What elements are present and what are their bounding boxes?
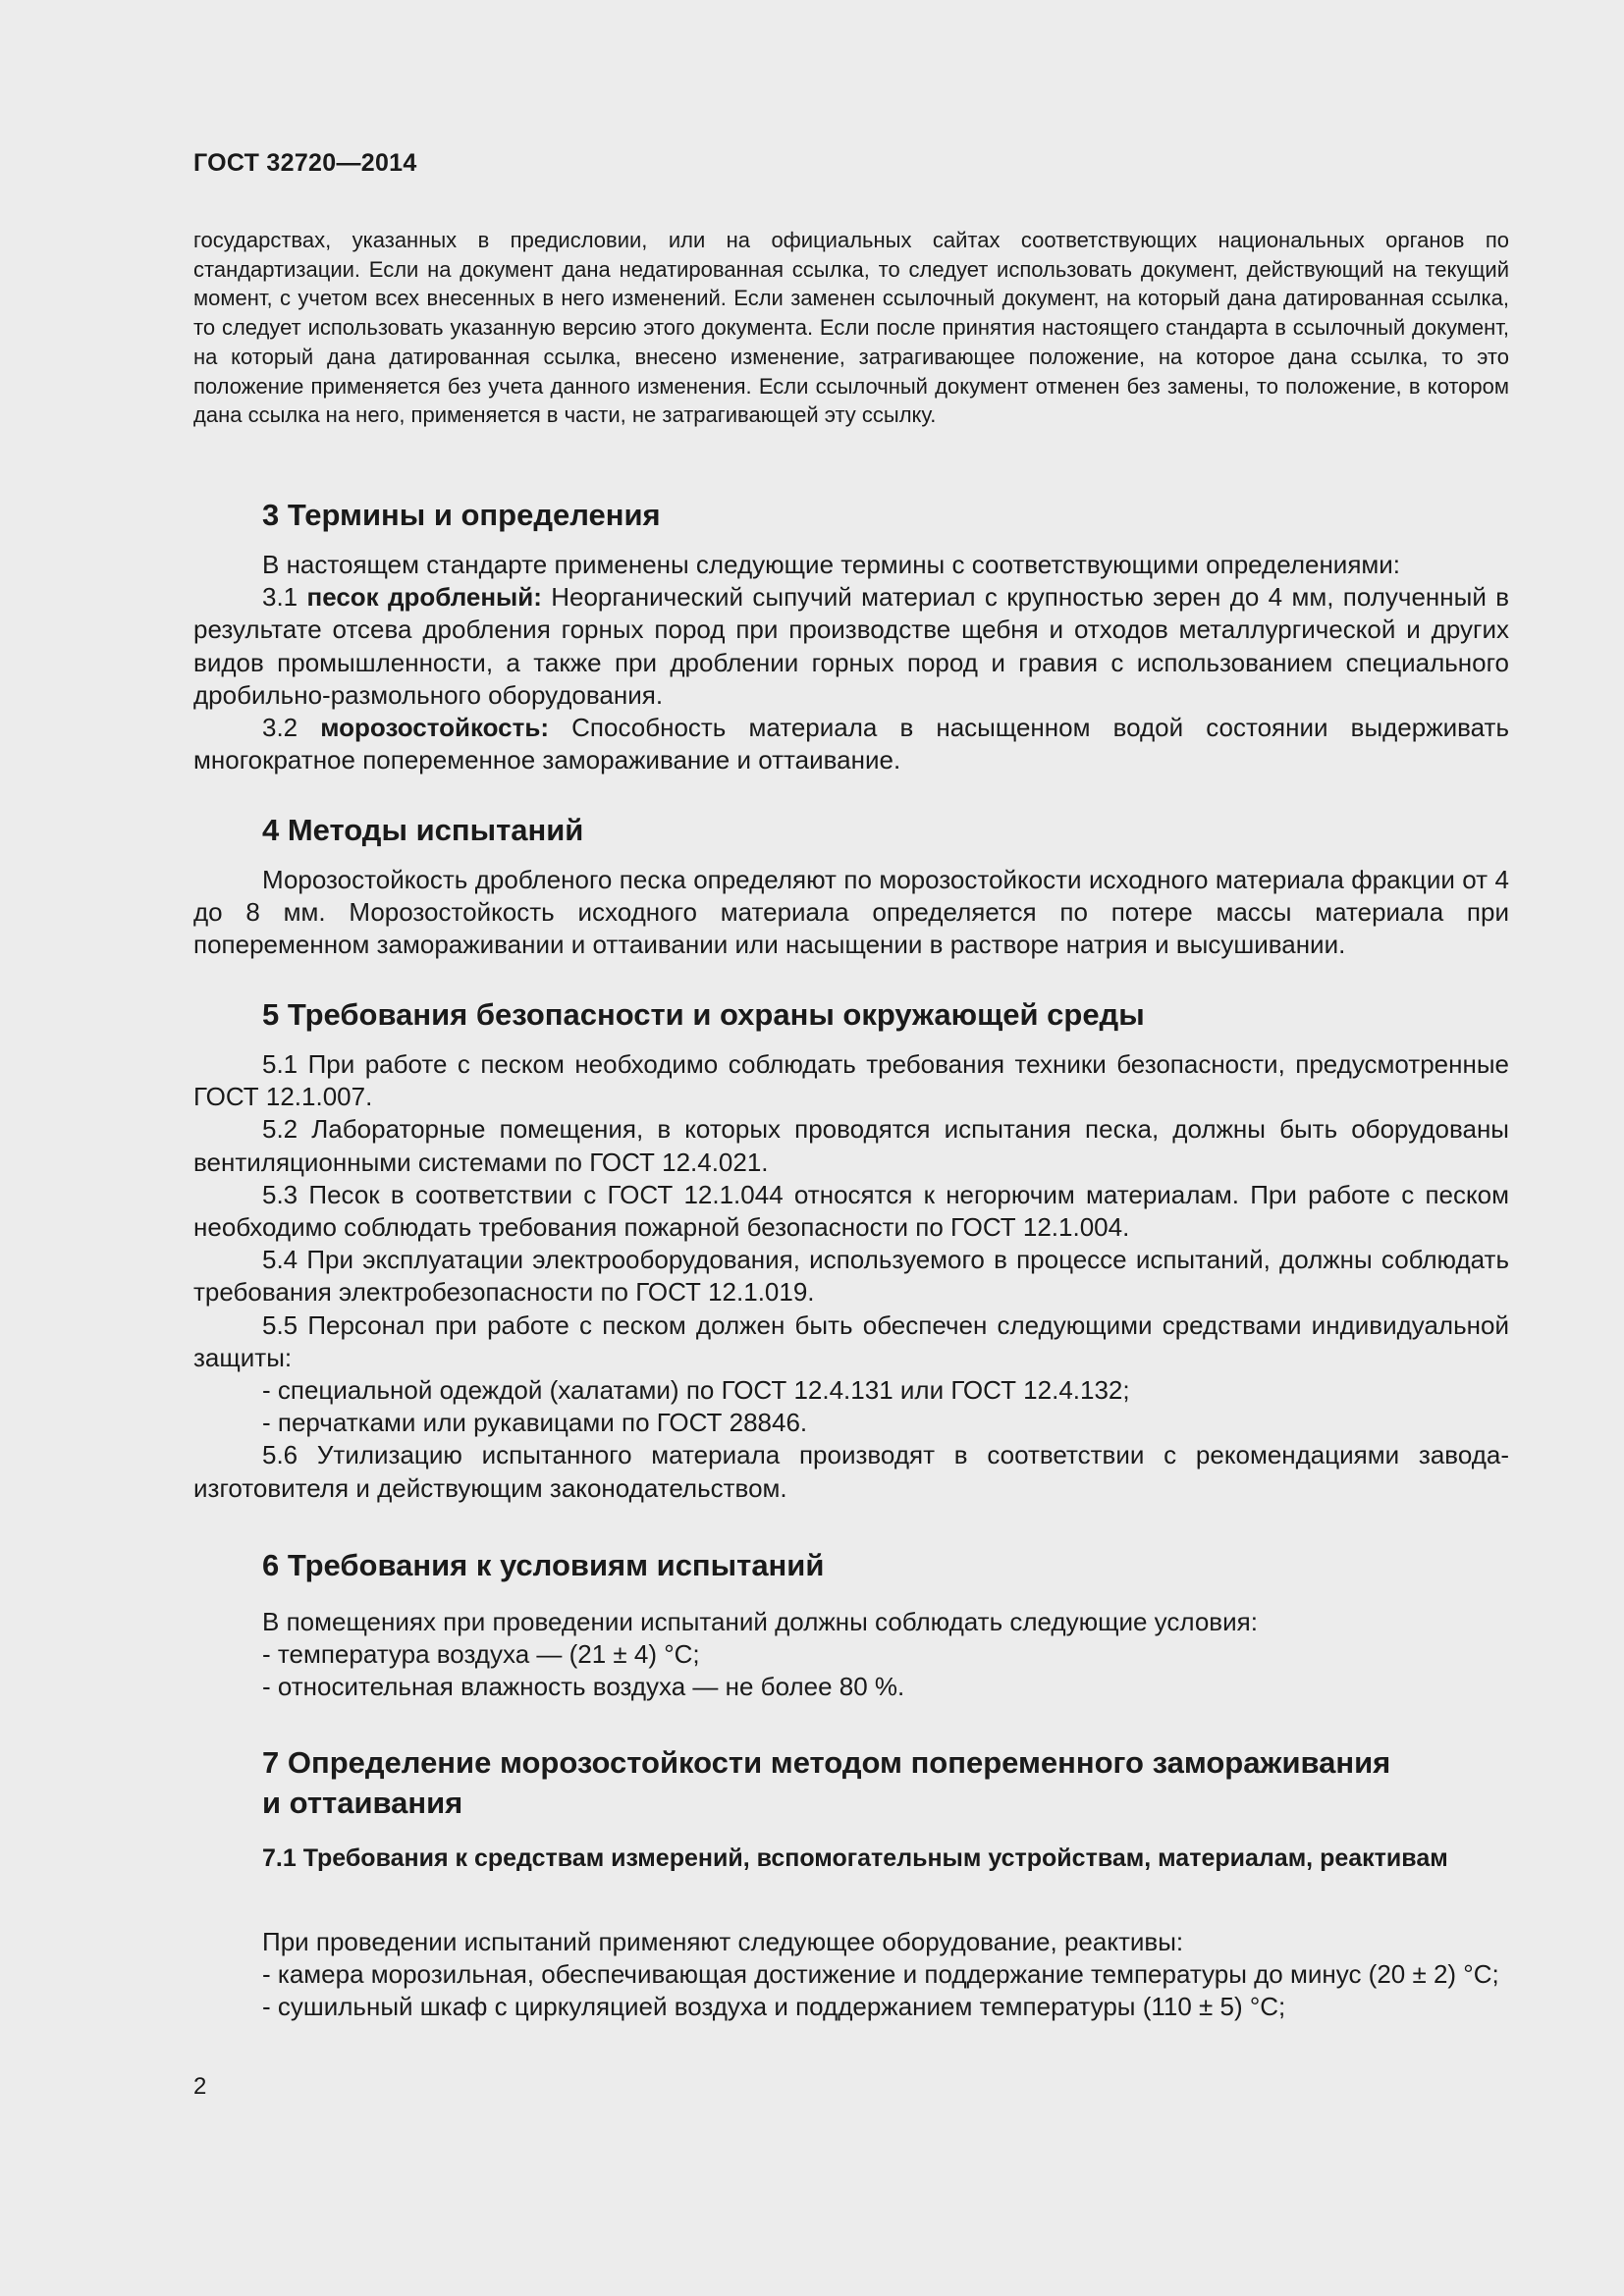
clause-5-2: 5.2 Лабораторные помещения, в которых проводятся испытания песка, должны быть оборудованы вентиляционными системами по ГОСТ 12.4.021. — [193, 1114, 1509, 1177]
term-3-1 — [193, 581, 1509, 712]
section-4-paragraph: Морозостойкость дробленого песка определяют по морозостойкости исходного материала фракции от 4 до 8 мм. Морозостойкость исходного материала определяется по потере массы материала при попеременном замораживании и оттаивании или насыщении в растворе натрия и высушивании. — [193, 865, 1509, 960]
section-3-title: 3 Термины и определения — [262, 498, 661, 532]
clause-5-1: 5.1 При работе с песком необходимо соблюдать требования техники безопасности, предусмотренные ГОСТ 12.1.007. — [193, 1049, 1509, 1112]
clause-5-4: 5.4 При эксплуатации электрооборудования, используемого в процессе испытаний, должны соблюдать требования электробезопасности по ГОСТ 12.1.019. — [193, 1245, 1509, 1308]
term-3-2-number: 3.2 — [262, 713, 321, 743]
section-4-title: 4 Методы испытаний — [262, 813, 584, 847]
term-3-1-definition: Неорганический сыпучий материал с крупностью зерен до 4 мм, полученный в результате отсева дробления горных пород при производстве щебня и отходов металлургической и других видов промышленности, а также при дроблении горных пород и гравия с использованием специального дробильно-размольного оборудования. — [193, 582, 1510, 710]
document-header: ГОСТ 32720—2014 — [193, 149, 417, 177]
term-3-2 — [193, 712, 1509, 776]
ppe-item-1: - специальной одеждой (халатами) по ГОСТ 12.4.131 или ГОСТ 12.4.132; — [262, 1375, 1130, 1406]
subsection-7-1-lead: При проведении испытаний применяют следующее оборудование, реактивы: — [262, 1927, 1184, 1956]
section-7-title-line-1: 7 Определение морозостойкости методом попеременного замораживания — [262, 1745, 1391, 1780]
term-3-1-term: песок дробленый: — [306, 582, 542, 613]
section-4-body — [193, 864, 1509, 962]
section-3-body — [193, 549, 1509, 776]
section-3-lead: В настоящем стандарте применены следующие термины с соответствующими определениями: — [262, 550, 1401, 579]
page-number: 2 — [193, 2073, 207, 2100]
ppe-item-2: - перчатками или рукавицами по ГОСТ 28846. — [262, 1408, 808, 1438]
clause-5-3: 5.3 Песок в соответствии с ГОСТ 12.1.044 относятся к негорючим материалам. При работе с песком необходимо соблюдать требования пожарной безопасности по ГОСТ 12.1.004. — [193, 1179, 1509, 1243]
subsection-7-1-body — [193, 1926, 1509, 2024]
equipment-item-2: - сушильный шкаф с циркуляцией воздуха и поддержанием температуры (110 ± 5) °С; — [262, 1992, 1286, 2022]
section-5-title: 5 Требования безопасности и охраны окружающей среды — [262, 997, 1145, 1032]
section-7-title-line-2: и оттаивания — [262, 1786, 463, 1820]
condition-temperature: - температура воздуха — (21 ± 4) °С; — [262, 1639, 700, 1670]
section-5-body — [193, 1048, 1509, 1505]
term-3-2-term: морозостойкость: — [320, 713, 550, 743]
clause-5-6: 5.6 Утилизацию испытанного материала производят в соответствии с рекомендациями завода-изготовителя и действующим законодательством. — [193, 1440, 1509, 1503]
intro-paragraph: государствах, указанных в предисловии, или на официальных сайтах соответствующих национальных органов по стандартизации. Если на документ дана недатированная ссылка, то следует использовать документ, действующий на текущий момент, с учетом всех внесенных в него изменений. Если заменен ссылочный документ, на который дана датированная ссылка, то следует использовать указанную версию этого документа. Если после принятия настоящего стандарта в ссылочный документ, на который дана датированная ссылка, внесено изменение, затрагивающее положение, на которое дана ссылка, то это положение применяется без учета данного изменения. Если ссылочный документ отменен без замены, то положение, в котором дана ссылка на него, применяется в части, не затрагивающей эту ссылку. — [193, 228, 1509, 428]
condition-humidity: - относительная влажность воздуха — не более 80 %. — [262, 1672, 905, 1702]
term-3-1-number: 3.1 — [262, 582, 307, 613]
section-6-lead: В помещениях при проведении испытаний должны соблюдать следующие условия: — [262, 1607, 1258, 1636]
equipment-item-1: - камера морозильная, обеспечивающая достижение и поддержание температуры до минус (20 ± 2) °С; — [262, 1959, 1499, 1990]
clause-5-5: 5.5 Персонал при работе с песком должен быть обеспечен следующими средствами индивидуальной защиты: — [193, 1309, 1509, 1372]
section-7-title — [262, 1742, 1390, 1823]
subsection-7-1-title: 7.1 Требования к средствам измерений, вспомогательным устройствам, материалам, реактивам — [262, 1844, 1448, 1872]
section-6-body — [193, 1606, 1509, 1704]
term-3-2-definition: Способность материала в насыщенном водой состоянии выдерживать многократное попеременное замораживание и оттаивание. — [193, 713, 1510, 775]
section-6-title: 6 Требования к условиям испытаний — [262, 1548, 825, 1582]
